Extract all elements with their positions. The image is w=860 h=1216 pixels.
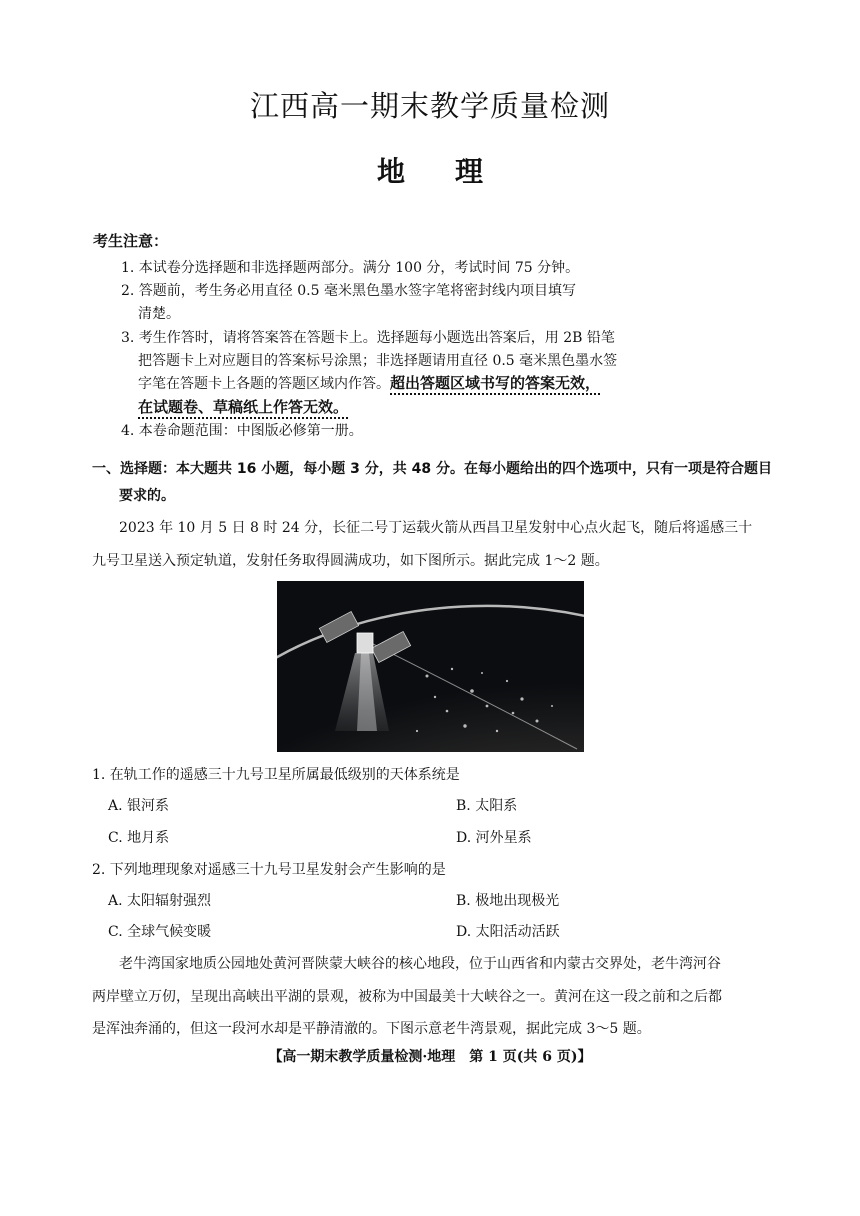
notice-item-3-line-1: 3. 考生作答时，请将答案答在答题卡上。选择题每小题选出答案后，用 2B 铅笔 — [121, 330, 615, 346]
question-2-option-c: C. 全球气候变暖 — [108, 924, 212, 940]
passage-2-line-2: 两岸壁立万仞，呈现出高峡出平湖的景观，被称为中国最美十大峡谷之一。黄河在这一段之前和之后都 — [92, 989, 722, 1005]
question-1-option-d: D. 河外星系 — [456, 830, 532, 846]
passage-2-line-3: 是浑浊奔涌的，但这一段河水却是平静清澈的。下图示意老牛湾景观，据此完成 3～5 题。 — [92, 1021, 651, 1037]
question-1-option-c: C. 地月系 — [108, 830, 170, 846]
question-1-stem: 1. 在轨工作的遥感三十九号卫星所属最低级别的天体系统是 — [92, 767, 460, 783]
question-1-option-b: B. 太阳系 — [456, 798, 518, 814]
question-2-option-d: D. 太阳活动活跃 — [456, 924, 560, 940]
notice-heading: 考生注意： — [93, 232, 169, 250]
notice-item-3-line-4 — [138, 396, 348, 417]
notice-item-3-warning-1: 超出答题区域书写的答案无效， — [390, 374, 601, 392]
passage-1-line-2: 九号卫星送入预定轨道，发射任务取得圆满成功，如下图所示。据此完成 1～2 题。 — [92, 553, 609, 569]
passage-1-line-1: 2023 年 10 月 5 日 8 时 24 分，长征二号丁运载火箭从西昌卫星发射中心点火起飞，随后将遥感三十 — [119, 520, 753, 536]
section-1-heading-line-1: 一、选择题：本大题共 16 小题，每小题 3 分，共 48 分。在每小题给出的四个选项中，只有一项是符合题目 — [92, 461, 772, 477]
notice-item-1: 1. 本试卷分选择题和非选择题两部分。满分 100 分，考试时间 75 分钟。 — [121, 260, 580, 276]
question-2-option-b: B. 极地出现极光 — [456, 893, 560, 909]
question-1-option-a: A. 银河系 — [108, 798, 170, 814]
notice-item-2-line-1: 2. 答题前，考生务必用直径 0.5 毫米黑色墨水签字笔将密封线内项目填写 — [121, 283, 576, 299]
section-1-heading-line-2: 要求的。 — [119, 488, 175, 504]
notice-item-3-plain-text: 字笔在答题卡上各题的答题区域内作答。 — [138, 376, 390, 392]
notice-item-3-line-3 — [138, 372, 600, 393]
notice-item-3-line-2: 把答题卡上对应题目的答案标号涂黑；非选择题请用直径 0.5 毫米黑色墨水签 — [138, 353, 618, 369]
exam-title: 江西高一期末教学质量检测 — [249, 89, 610, 123]
subject-title: 地理 — [376, 155, 533, 188]
notice-item-4: 4. 本卷命题范围：中图版必修第一册。 — [121, 423, 363, 439]
passage-2-line-1: 老牛湾国家地质公园地处黄河晋陕蒙大峡谷的核心地段，位于山西省和内蒙古交界处，老牛湾河谷 — [119, 956, 721, 972]
notice-item-2-line-2: 清楚。 — [138, 306, 180, 322]
satellite-image-graphic — [277, 581, 584, 752]
page-footer: 【高一期末教学质量检测·地理 第 1 页(共 6 页)】 — [268, 1049, 592, 1065]
question-2-stem: 2. 下列地理现象对遥感三十九号卫星发射会产生影响的是 — [92, 862, 446, 878]
notice-item-3-warning-2: 在试题卷、草稿纸上作答无效。 — [138, 398, 349, 416]
satellite-earth-photo — [277, 581, 584, 752]
question-2-option-a: A. 太阳辐射强烈 — [108, 893, 212, 909]
